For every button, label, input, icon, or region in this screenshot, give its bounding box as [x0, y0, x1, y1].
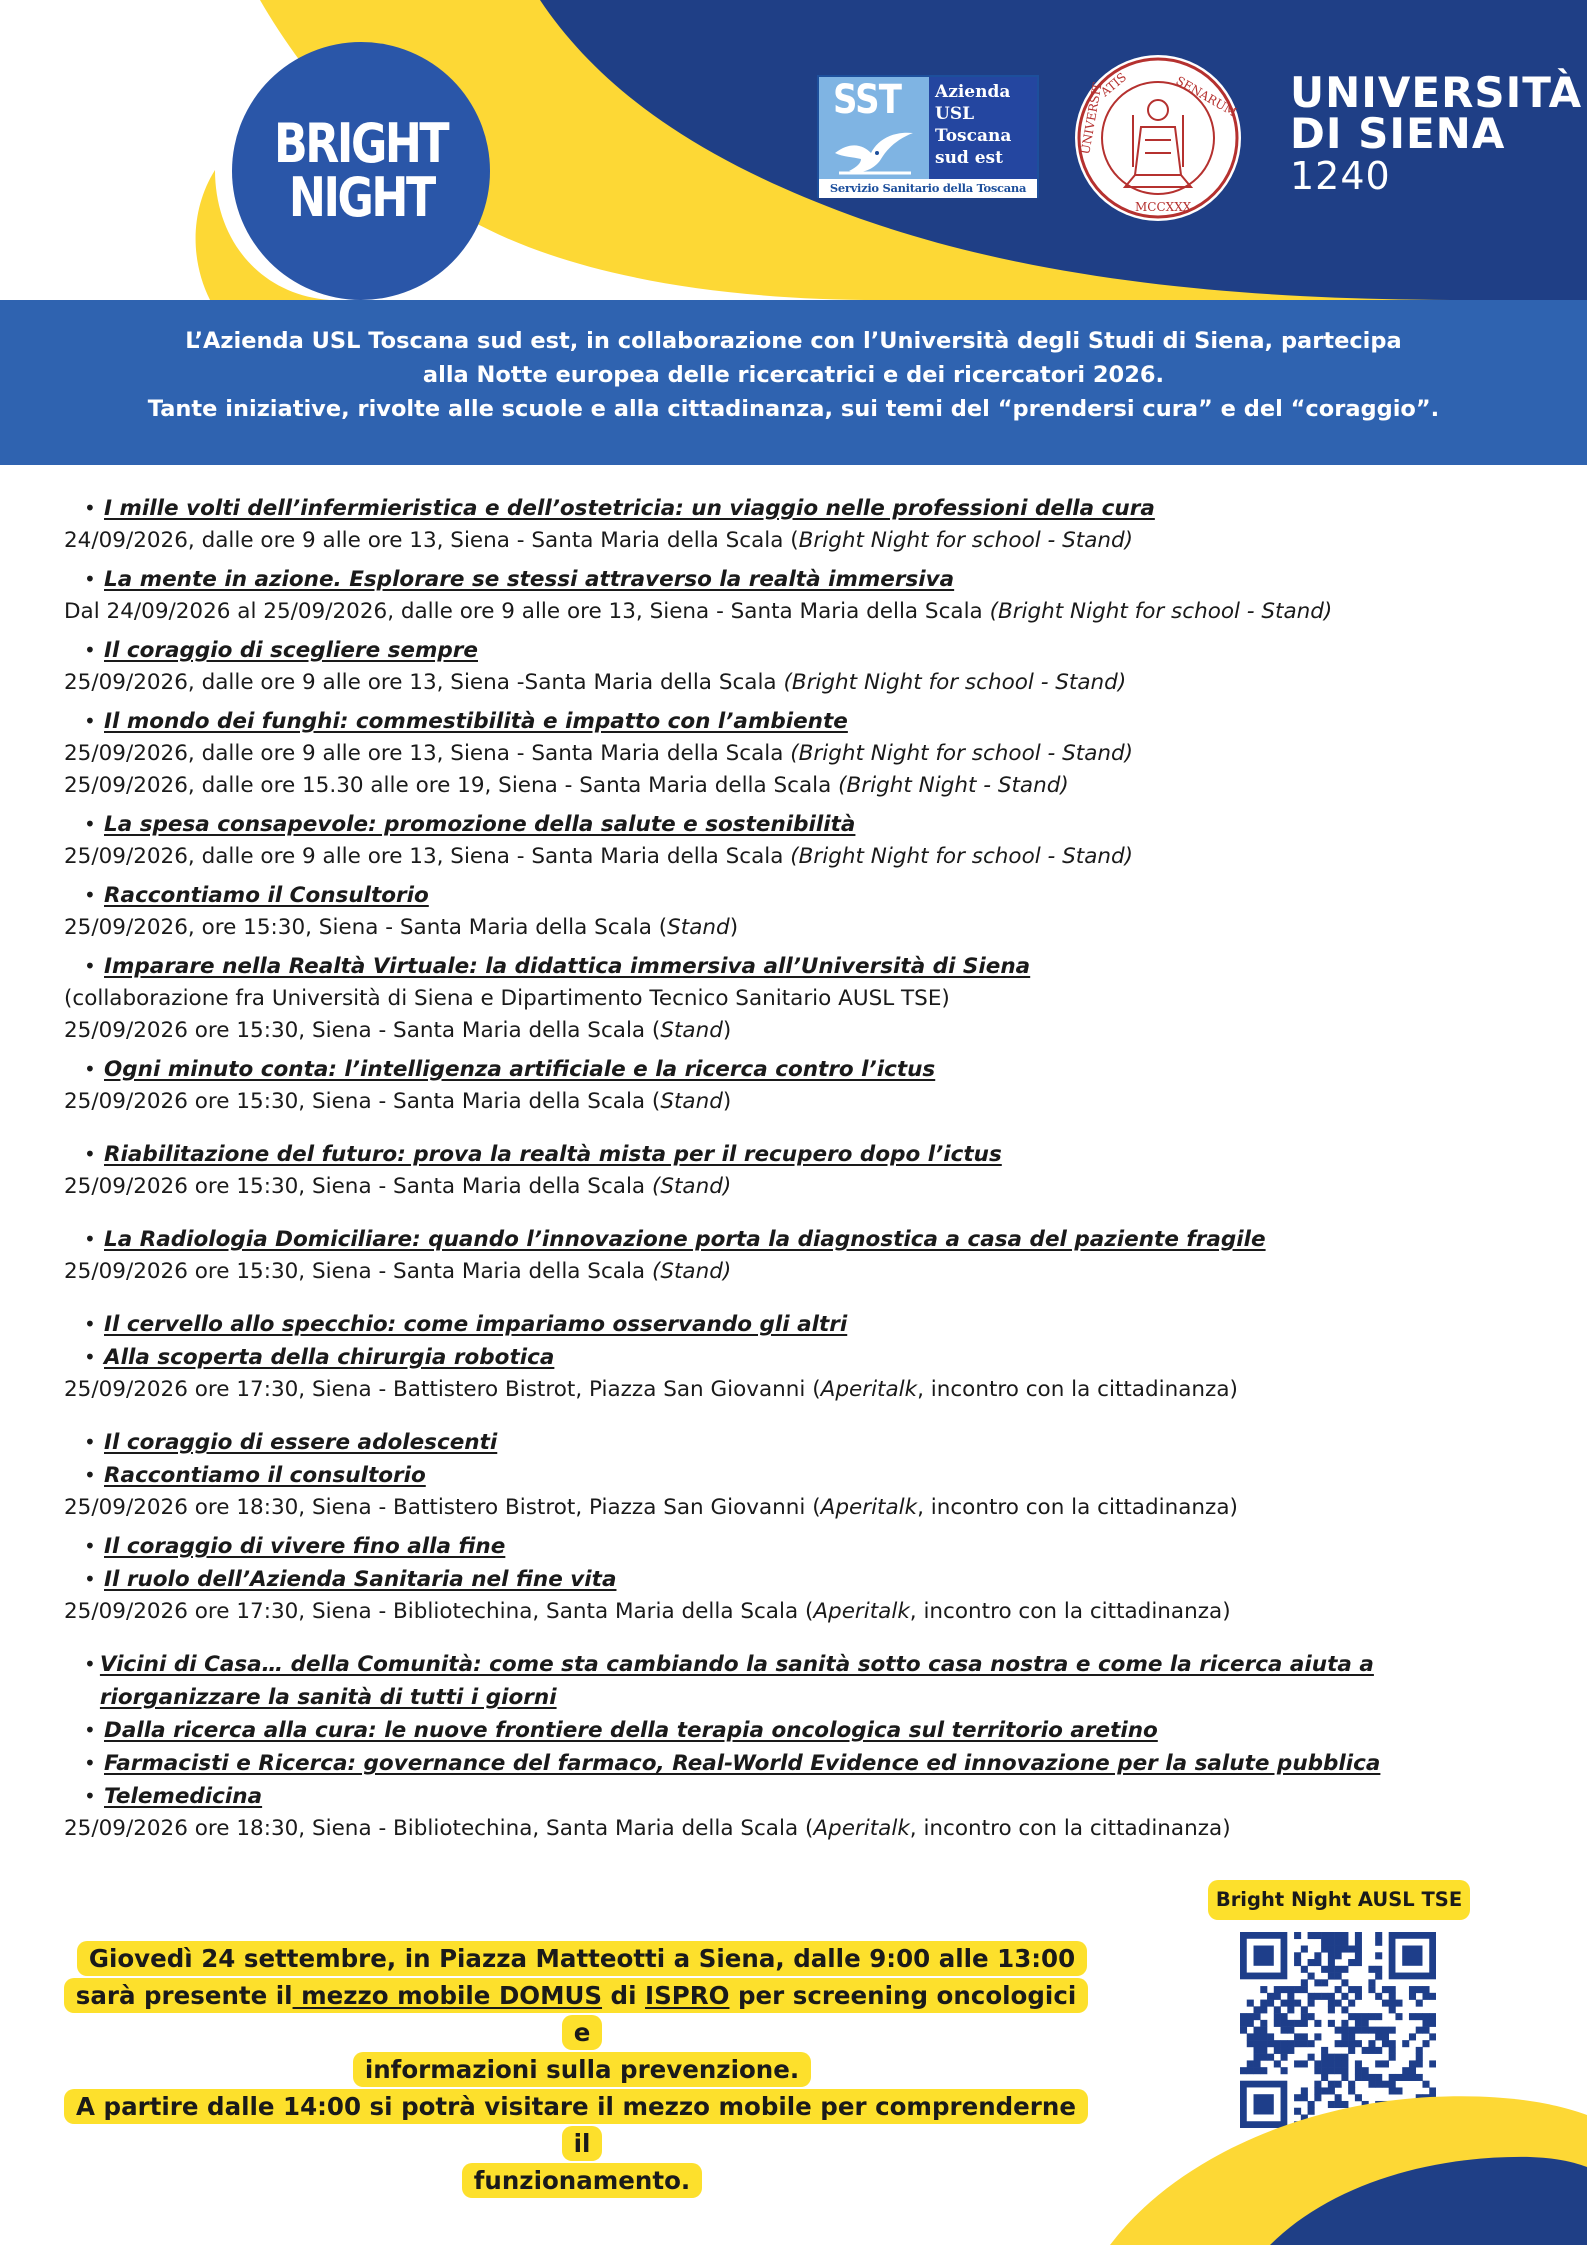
- event-item: [64, 1223, 1484, 1288]
- event-details: [64, 525, 1484, 557]
- event-title-row: [84, 879, 1484, 912]
- event-details-format: Aperitalk: [813, 1816, 910, 1841]
- event-details: [64, 912, 1484, 944]
- event-spacer: [64, 1294, 1484, 1308]
- event-details-format: (Stand): [651, 1259, 732, 1284]
- event-title-row: [84, 634, 1484, 667]
- event-title-row: [84, 1747, 1484, 1780]
- event-details: [64, 770, 1484, 802]
- events-list: [64, 492, 1484, 1851]
- bullet-icon: •: [84, 883, 96, 907]
- sst-logo-bottom: Servizio Sanitario della Toscana: [819, 179, 1037, 198]
- event-title-link[interactable]: Il cervello allo specchio: come impariamo osservando gli altri: [104, 1312, 848, 1337]
- event-title-link[interactable]: I mille volti dell’infermieristica e dell’ostetricia: un viaggio nelle professioni della cura: [104, 496, 1155, 521]
- note-line-2c: per screening oncologici e: [573, 1981, 1077, 2047]
- event-item: [64, 634, 1484, 699]
- note-line-2b: di: [602, 1981, 646, 2010]
- event-details-text: 25/09/2026, dalle ore 9 alle ore 13, Siena - Santa Maria della Scala: [64, 741, 791, 766]
- event-spacer: [64, 1124, 1484, 1138]
- bullet-icon: •: [84, 1345, 96, 1369]
- event-title-row: [84, 1053, 1484, 1086]
- university-year: 1240: [1290, 154, 1391, 198]
- event-title-row: [84, 1780, 1484, 1813]
- event-details-format: (Bright Night for school - Stand): [989, 599, 1333, 624]
- event-item: [64, 563, 1484, 628]
- event-details-text: 25/09/2026 ore 17:30, Siena - Bibliotechina, Santa Maria della Scala (: [64, 1599, 814, 1624]
- event-item: [64, 950, 1484, 1047]
- event-title-link[interactable]: Ogni minuto conta: l’intelligenza artificiale e la ricerca contro l’ictus: [104, 1057, 936, 1082]
- event-title-link[interactable]: Vicini di Casa… della Comunità: come sta cambiando la sanità sotto casa nostra e come la ricerca aiuta a riorganizzare la sanità di tutti i giorni: [99, 1652, 1374, 1710]
- header-banner: [0, 0, 1587, 300]
- event-item: [64, 705, 1484, 802]
- bullet-icon: •: [84, 1227, 96, 1251]
- sst-logo: [817, 75, 1039, 198]
- event-details: [64, 1256, 1484, 1288]
- event-title-link[interactable]: Il coraggio di essere adolescenti: [104, 1430, 498, 1455]
- event-details-suffix: ): [729, 915, 739, 940]
- event-title-link[interactable]: Imparare nella Realtà Virtuale: la didattica immersiva all’Università di Siena: [104, 954, 1031, 979]
- event-details: [64, 1596, 1484, 1628]
- event-details: [64, 1171, 1484, 1203]
- university-seal-icon: [1075, 55, 1241, 221]
- sst-logo-left: [819, 77, 929, 179]
- event-details-format: Bright Night for school - Stand): [798, 528, 1134, 553]
- event-details-format: Aperitalk: [813, 1599, 910, 1624]
- event-details-text: (collaborazione fra Università di Siena e Dipartimento Tecnico Sanitario AUSL TSE): [64, 986, 950, 1011]
- svg-text:UNIVERSIT: UNIVERSIT: [1078, 81, 1105, 156]
- seagull-icon: [831, 123, 917, 179]
- event-title-link[interactable]: Telemedicina: [104, 1784, 263, 1809]
- bullet-icon: •: [84, 1430, 96, 1454]
- event-title-row: [84, 1648, 1484, 1714]
- note-line-5: funzionamento.: [462, 2163, 702, 2198]
- sst-line-4: sud est: [935, 148, 1003, 168]
- event-title-link[interactable]: La Radiologia Domiciliare: quando l’innovazione porta la diagnostica a casa del paziente fragile: [104, 1227, 1266, 1252]
- bullet-icon: •: [84, 638, 96, 662]
- event-details: [64, 596, 1484, 628]
- bullet-icon: •: [84, 1463, 96, 1487]
- event-details: [64, 983, 1484, 1015]
- event-title-row: [84, 808, 1484, 841]
- event-details-suffix: , incontro con la cittadinanza): [909, 1816, 1231, 1841]
- event-details-text: 25/09/2026 ore 15:30, Siena - Santa Maria della Scala (: [64, 1089, 661, 1114]
- event-title-link[interactable]: Raccontiamo il Consultorio: [104, 883, 429, 908]
- bullet-icon: •: [84, 1567, 96, 1591]
- event-title-row: [84, 1308, 1484, 1341]
- note-line-2: [64, 1978, 1088, 2050]
- domus-announcement: [62, 1940, 1102, 2199]
- sst-line-2: USL: [935, 104, 975, 124]
- bullet-icon: •: [84, 1751, 96, 1775]
- event-details-text: 25/09/2026 ore 18:30, Siena - Battistero Bistrot, Piazza San Giovanni (: [64, 1495, 821, 1520]
- event-details-suffix: ): [722, 1018, 732, 1043]
- event-details-format: (Bright Night for school - Stand): [790, 844, 1134, 869]
- bullet-icon: •: [84, 1534, 96, 1558]
- event-title-row: [84, 1563, 1484, 1596]
- ispro-link[interactable]: ISPRO: [645, 1981, 730, 2010]
- bullet-icon: •: [84, 496, 96, 520]
- bullet-icon: •: [84, 954, 96, 978]
- event-item: [64, 879, 1484, 944]
- event-title-link[interactable]: La spesa consapevole: promozione della salute e sostenibilità: [104, 812, 856, 837]
- event-title-row: [84, 705, 1484, 738]
- event-title-link[interactable]: Il mondo dei funghi: commestibilità e impatto con l’ambiente: [104, 709, 848, 734]
- note-line-2a: sarà presente il: [75, 1981, 293, 2010]
- event-details: [64, 1813, 1484, 1845]
- event-spacer: [64, 1412, 1484, 1426]
- event-title-link[interactable]: Farmacisti e Ricerca: governance del farmaco, Real-World Evidence ed innovazione per la salute pubblica: [104, 1751, 1381, 1776]
- note-line-4: A partire dalle 14:00 si potrà visitare il mezzo mobile per comprenderne il: [64, 2089, 1088, 2161]
- event-details-format: Aperitalk: [820, 1495, 918, 1520]
- event-item: [64, 1530, 1484, 1628]
- event-item: [64, 808, 1484, 873]
- event-title-link[interactable]: Riabilitazione del futuro: prova la realtà mista per il recupero dopo l’ictus: [104, 1142, 1002, 1167]
- event-title-link[interactable]: Il coraggio di scegliere sempre: [104, 638, 478, 663]
- event-title-row: [84, 563, 1484, 596]
- event-details-text: 24/09/2026, dalle ore 9 alle ore 13, Siena - Santa Maria della Scala (: [64, 528, 799, 553]
- intro-line-2: alla Notte europea delle ricercatrici e dei ricercatori 2026.: [422, 362, 1165, 388]
- event-details: [64, 738, 1484, 770]
- sst-logo-right: [929, 77, 1037, 179]
- event-title-link[interactable]: Il ruolo dell’Azienda Sanitaria nel fine vita: [104, 1567, 617, 1592]
- event-details-text: 25/09/2026 ore 17:30, Siena - Battistero Bistrot, Piazza San Giovanni (: [64, 1377, 821, 1402]
- bullet-icon: •: [84, 567, 96, 591]
- event-details-format: (Bright Night - Stand): [838, 773, 1069, 798]
- event-details-text: 25/09/2026, dalle ore 9 alle ore 13, Siena - Santa Maria della Scala: [64, 844, 791, 869]
- logo-bright-text: BRIGHT: [274, 112, 448, 175]
- event-details-text: 25/09/2026 ore 15:30, Siena - Santa Maria della Scala (: [64, 1018, 661, 1043]
- event-details: [64, 667, 1484, 699]
- event-details-text: 25/09/2026 ore 15:30, Siena - Santa Maria della Scala: [64, 1174, 652, 1199]
- event-title-row: [84, 1341, 1484, 1374]
- bright-night-logo: [232, 42, 490, 300]
- domus-link[interactable]: mezzo mobile DOMUS: [292, 1981, 603, 2010]
- sst-line-1: Azienda: [935, 82, 1011, 102]
- event-details-text: 25/09/2026, dalle ore 15.30 alle ore 19, Siena - Santa Maria della Scala: [64, 773, 839, 798]
- intro-line-3: Tante iniziative, rivolte alle scuole e alla cittadinanza, sui temi del “prendersi cura” e del “coraggio”.: [147, 396, 1440, 422]
- event-item: [64, 1308, 1484, 1406]
- event-details-text: Dal 24/09/2026 al 25/09/2026, dalle ore 9 alle ore 13, Siena - Santa Maria della Scala: [64, 599, 990, 624]
- event-title-link[interactable]: Il coraggio di vivere fino alla fine: [104, 1534, 506, 1559]
- event-details-suffix: ): [722, 1089, 732, 1114]
- event-details-format: Stand: [660, 1018, 723, 1043]
- event-title-link[interactable]: La mente in azione. Esplorare se stessi attraverso la realtà immersiva: [104, 567, 955, 592]
- event-title-row: [84, 950, 1484, 983]
- bullet-icon: •: [84, 1312, 96, 1336]
- bullet-icon: •: [84, 1142, 96, 1166]
- event-title-row: [84, 1138, 1484, 1171]
- event-title-row: [84, 1426, 1484, 1459]
- event-details-format: Stand: [660, 1089, 723, 1114]
- event-item: [64, 492, 1484, 557]
- event-item: [64, 1648, 1484, 1845]
- note-line-1: Giovedì 24 settembre, in Piazza Matteotti a Siena, dalle 9:00 alle 13:00: [77, 1941, 1087, 1976]
- event-details-format: (Bright Night for school - Stand): [783, 670, 1127, 695]
- svg-text:ATIS: ATIS: [1097, 69, 1130, 100]
- note-line-3: informazioni sulla prevenzione.: [353, 2052, 811, 2087]
- event-title-link[interactable]: Dalla ricerca alla cura: le nuove frontiere della terapia oncologica sul territorio aretino: [104, 1718, 1158, 1743]
- event-details-format: (Bright Night for school - Stand): [790, 741, 1134, 766]
- event-details-text: 25/09/2026, ore 15:30, Siena - Santa Maria della Scala (: [64, 915, 668, 940]
- event-title-row: [84, 1714, 1484, 1747]
- event-details: [64, 841, 1484, 873]
- bullet-icon: •: [84, 1652, 96, 1676]
- event-title-row: [84, 1530, 1484, 1563]
- event-details-text: 25/09/2026, dalle ore 9 alle ore 13, Siena -Santa Maria della Scala: [64, 670, 784, 695]
- logo-night-text: NIGHT: [288, 166, 434, 229]
- event-details-suffix: , incontro con la cittadinanza): [917, 1495, 1238, 1520]
- event-details-text: 25/09/2026 ore 18:30, Siena - Bibliotechina, Santa Maria della Scala (: [64, 1816, 814, 1841]
- university-name: [1290, 68, 1583, 198]
- event-item: [64, 1426, 1484, 1524]
- event-details-text: 25/09/2026 ore 15:30, Siena - Santa Maria della Scala: [64, 1259, 652, 1284]
- bullet-icon: •: [84, 1057, 96, 1081]
- sst-abbr: SST: [833, 77, 902, 123]
- event-details-suffix: , incontro con la cittadinanza): [909, 1599, 1231, 1624]
- event-title-link[interactable]: Alla scoperta della chirurgia robotica: [104, 1345, 555, 1370]
- qr-label: Bright Night AUSL TSE: [1208, 1880, 1470, 1920]
- event-details: [64, 1015, 1484, 1047]
- event-details-format: Aperitalk: [820, 1377, 918, 1402]
- event-title-row: [84, 1223, 1484, 1256]
- university-line-2: DI SIENA: [1290, 109, 1506, 158]
- corner-decoration: [1110, 2085, 1587, 2245]
- event-spacer: [64, 1634, 1484, 1648]
- intro-band: [0, 300, 1587, 465]
- bullet-icon: •: [84, 1718, 96, 1742]
- bullet-icon: •: [84, 812, 96, 836]
- event-item: [64, 1053, 1484, 1118]
- svg-text:SENARUM: SENARUM: [1173, 73, 1240, 120]
- event-details-suffix: , incontro con la cittadinanza): [917, 1377, 1238, 1402]
- event-spacer: [64, 1209, 1484, 1223]
- bullet-icon: •: [84, 709, 96, 733]
- event-title-link[interactable]: Raccontiamo il consultorio: [104, 1463, 426, 1488]
- event-details: [64, 1086, 1484, 1118]
- sst-line-3: Toscana: [935, 126, 1012, 146]
- event-details-format: (Stand): [651, 1174, 732, 1199]
- event-details: [64, 1374, 1484, 1406]
- event-title-row: [84, 492, 1484, 525]
- event-title-row: [84, 1459, 1484, 1492]
- university-line-1: UNIVERSITÀ: [1290, 68, 1583, 117]
- event-item: [64, 1138, 1484, 1203]
- event-details: [64, 1492, 1484, 1524]
- bullet-icon: •: [84, 1784, 96, 1808]
- event-details-format: Stand: [667, 915, 730, 940]
- svg-text:MCCXXX: MCCXXX: [1135, 200, 1192, 214]
- intro-line-1: L’Azienda USL Toscana sud est, in collaborazione con l’Università degli Studi di Siena, partecipa: [185, 328, 1402, 354]
